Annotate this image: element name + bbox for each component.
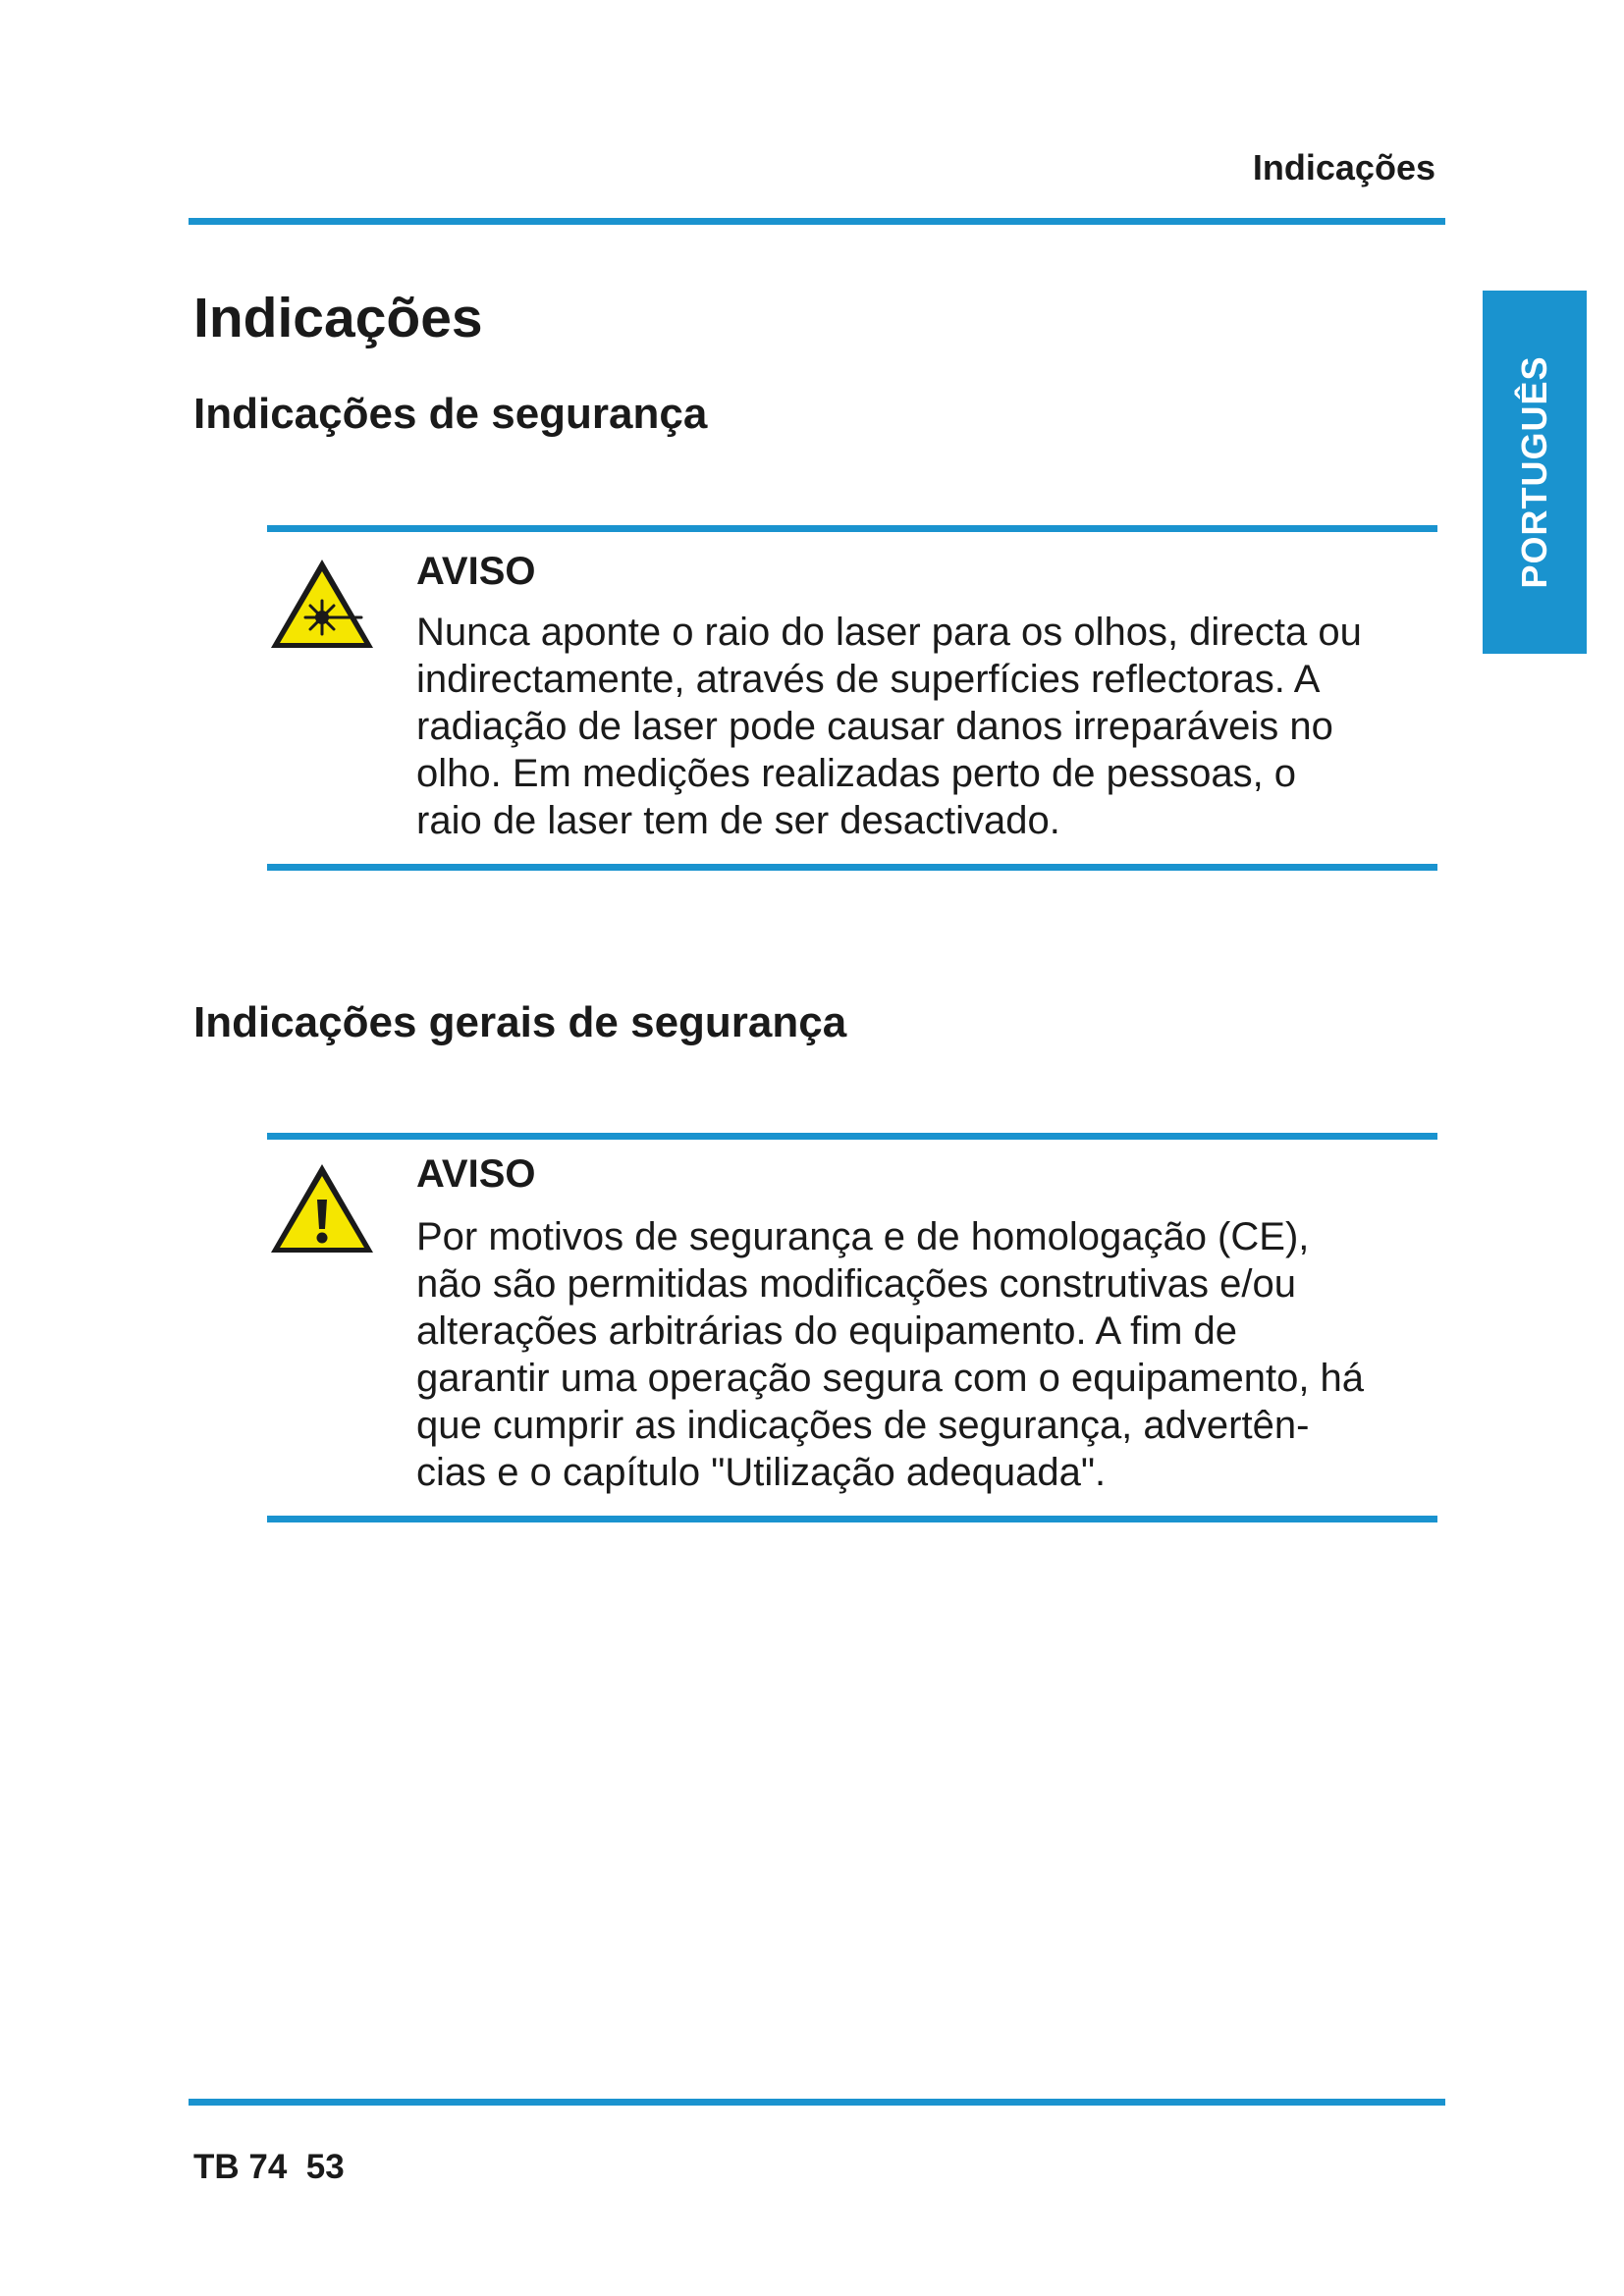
running-header: Indicações [1252,147,1435,187]
warning-label: AVISO [416,1152,536,1196]
header-rule [189,218,1445,225]
warning-top-rule [267,1133,1437,1140]
warning-bottom-rule [267,1516,1437,1522]
laser-warning-icon [267,556,377,652]
page-title: Indicações [193,287,483,349]
warning-line: alterações arbitrárias do equipamento. A fim de [416,1309,1238,1353]
warning-label: AVISO [416,550,536,593]
warning-line: olho. Em medições realizadas perto de pessoas, o [416,752,1297,795]
language-tab-label: PORTUGUÊS [1514,355,1554,589]
section-title: Indicações de segurança [193,390,708,438]
language-tab [1483,291,1587,654]
warning-text [416,1213,1437,1496]
warning-line: radiação de laser pode causar danos irreparáveis no [416,705,1333,748]
warning-line: cias e o capítulo "Utilização adequada". [416,1451,1107,1494]
warning-top-rule [267,525,1437,532]
exclamation-warning-icon [267,1160,377,1256]
warning-line: Por motivos de segurança e de homologação (CE), [416,1215,1310,1258]
warning-text [416,609,1437,844]
warning-line: indirectamente, através de superfícies reflectoras. A [416,658,1321,701]
warning-line: garantir uma operação segura com o equipamento, há [416,1357,1365,1400]
warning-line: que cumprir as indicações de segurança, advertên- [416,1404,1310,1447]
section-title: Indicações gerais de segurança [193,998,847,1046]
warning-line: raio de laser tem de ser desactivado. [416,799,1060,842]
footer-rule [189,2099,1445,2106]
warning-line: não são permitidas modificações construtivas e/ou [416,1262,1297,1306]
page-number: TB 74 53 [193,2148,345,2186]
warning-line: Nunca aponte o raio do laser para os olhos, directa ou [416,611,1362,654]
warning-bottom-rule [267,864,1437,871]
